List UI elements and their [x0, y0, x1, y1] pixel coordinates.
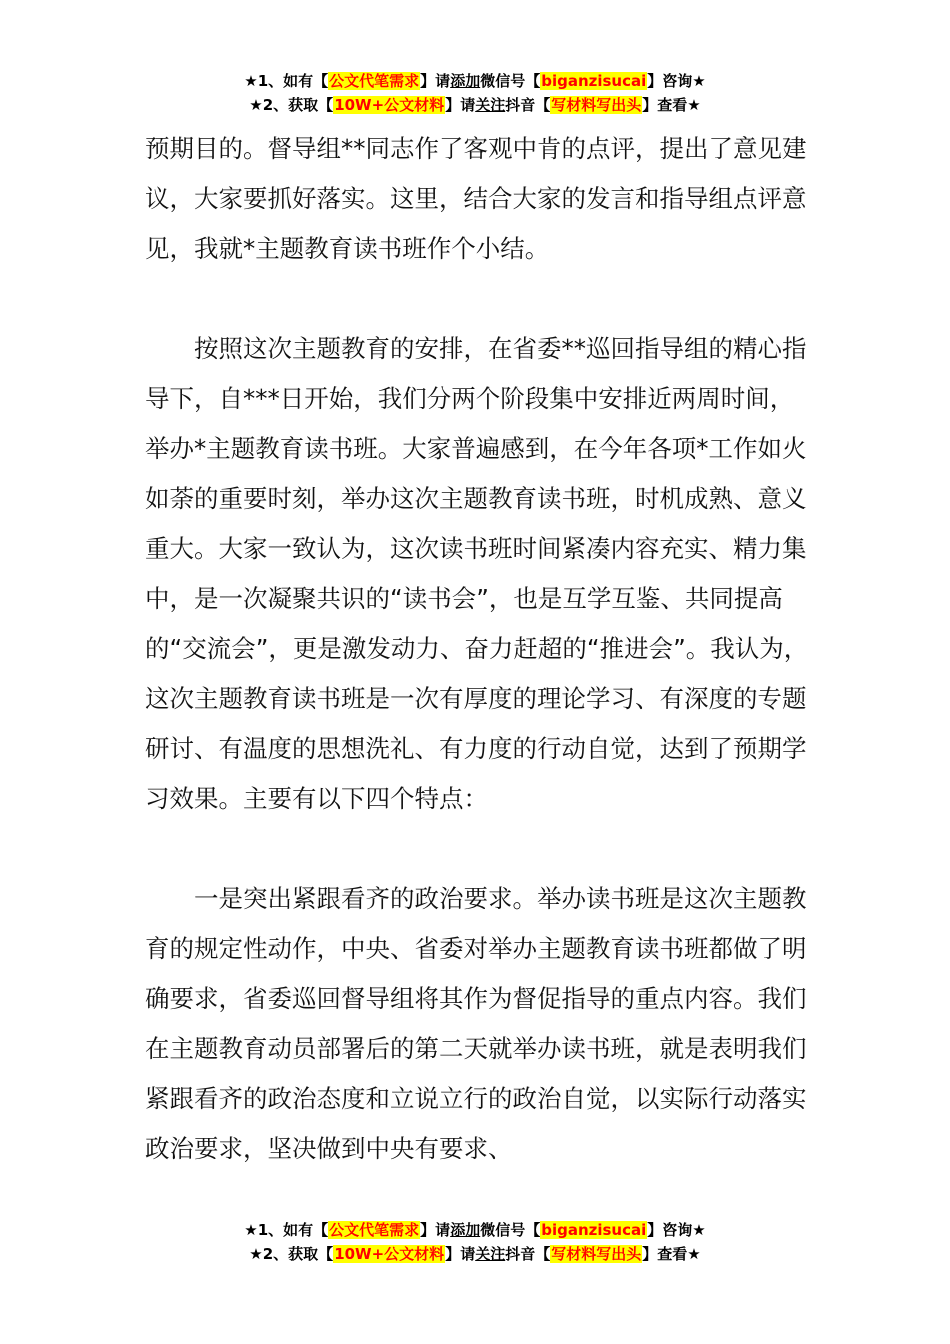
banner-text: 】查看★ [642, 1245, 701, 1263]
banner-highlight: 10W+公文材料 [334, 96, 445, 114]
banner-highlight: 写材料写出头 [551, 1245, 642, 1263]
banner-text: 】咨询★ [647, 72, 706, 90]
banner-text: 】请 [420, 1221, 451, 1239]
banner-text: 微信号【 [480, 72, 541, 90]
banner-underline: 关注 [475, 96, 506, 114]
banner-text: ★1、如有【 [244, 72, 329, 90]
banner-highlight: 公文代笔需求 [329, 1221, 420, 1239]
banner-line-1 [0, 1218, 950, 1242]
paragraph-3: 一是突出紧跟看齐的政治要求。举办读书班是这次主题教育的规定性动作，中央、省委对举办主题教育读书班都做了明确要求，省委巡回督导组将其作为督促指导的重点内容。我们在主题教育动员部署后的第二天就举办读书班，就是表明我们紧跟看齐的政治态度和立说立行的政治自觉，以实际行动落实政治要求，坚决做到中央有要求、 [145, 884, 807, 1163]
banner-line-2 [0, 1242, 950, 1266]
banner-text: ★2、获取【 [249, 1245, 334, 1263]
banner-text: 抖音【 [505, 96, 551, 114]
banner-text: 】请 [445, 1245, 476, 1263]
paragraph-gap [145, 274, 810, 324]
banner-text: 】查看★ [642, 96, 701, 114]
paragraph-1: 预期目的。督导组**同志作了客观中肯的点评，提出了意见建议，大家要抓好落实。这里，结合大家的发言和指导组点评意见，我就*主题教育读书班作个小结。 [145, 134, 807, 263]
banner-underline: 添加 [450, 72, 481, 90]
banner-text: 】请 [445, 96, 476, 114]
banner-line-1 [0, 69, 950, 93]
paragraph-2: 按照这次主题教育的安排，在省委**巡回指导组的精心指导下，自***日开始，我们分两个阶段集中安排近两周时间，举办*主题教育读书班。大家普遍感到，在今年各项*工作如火如荼的重要时刻，举办这次主题教育读书班，时机成熟、意义重大。大家一致认为，这次读书班时间紧凑内容充实、精力集中，是一次凝聚共识的“读书会”，也是互学互鉴、共同提高的“交流会”，更是激发动力、奋力赶超的“推进会”。我认为，这次主题教育读书班是一次有厚度的理论学习、有深度的专题研讨、有温度的思想洗礼、有力度的行动自觉，达到了预期学习效果。主要有以下四个特点： [145, 334, 809, 813]
banner-highlight: 10W+公文材料 [334, 1245, 445, 1263]
banner-text: ★2、获取【 [249, 96, 334, 114]
document-body [145, 124, 810, 1174]
banner-text: 】咨询★ [647, 1221, 706, 1239]
header-banner [0, 69, 950, 117]
footer-banner [0, 1218, 950, 1266]
banner-underline: 添加 [450, 1221, 481, 1239]
banner-highlight: biganzisucai [541, 72, 647, 90]
banner-text: 微信号【 [480, 1221, 541, 1239]
banner-text: 】请 [420, 72, 451, 90]
banner-highlight: 公文代笔需求 [329, 72, 420, 90]
banner-text: ★1、如有【 [244, 1221, 329, 1239]
paragraph-gap [145, 824, 810, 874]
banner-highlight: 写材料写出头 [551, 96, 642, 114]
banner-line-2 [0, 93, 950, 117]
banner-highlight: biganzisucai [541, 1221, 647, 1239]
banner-text: 抖音【 [505, 1245, 551, 1263]
banner-underline: 关注 [475, 1245, 506, 1263]
